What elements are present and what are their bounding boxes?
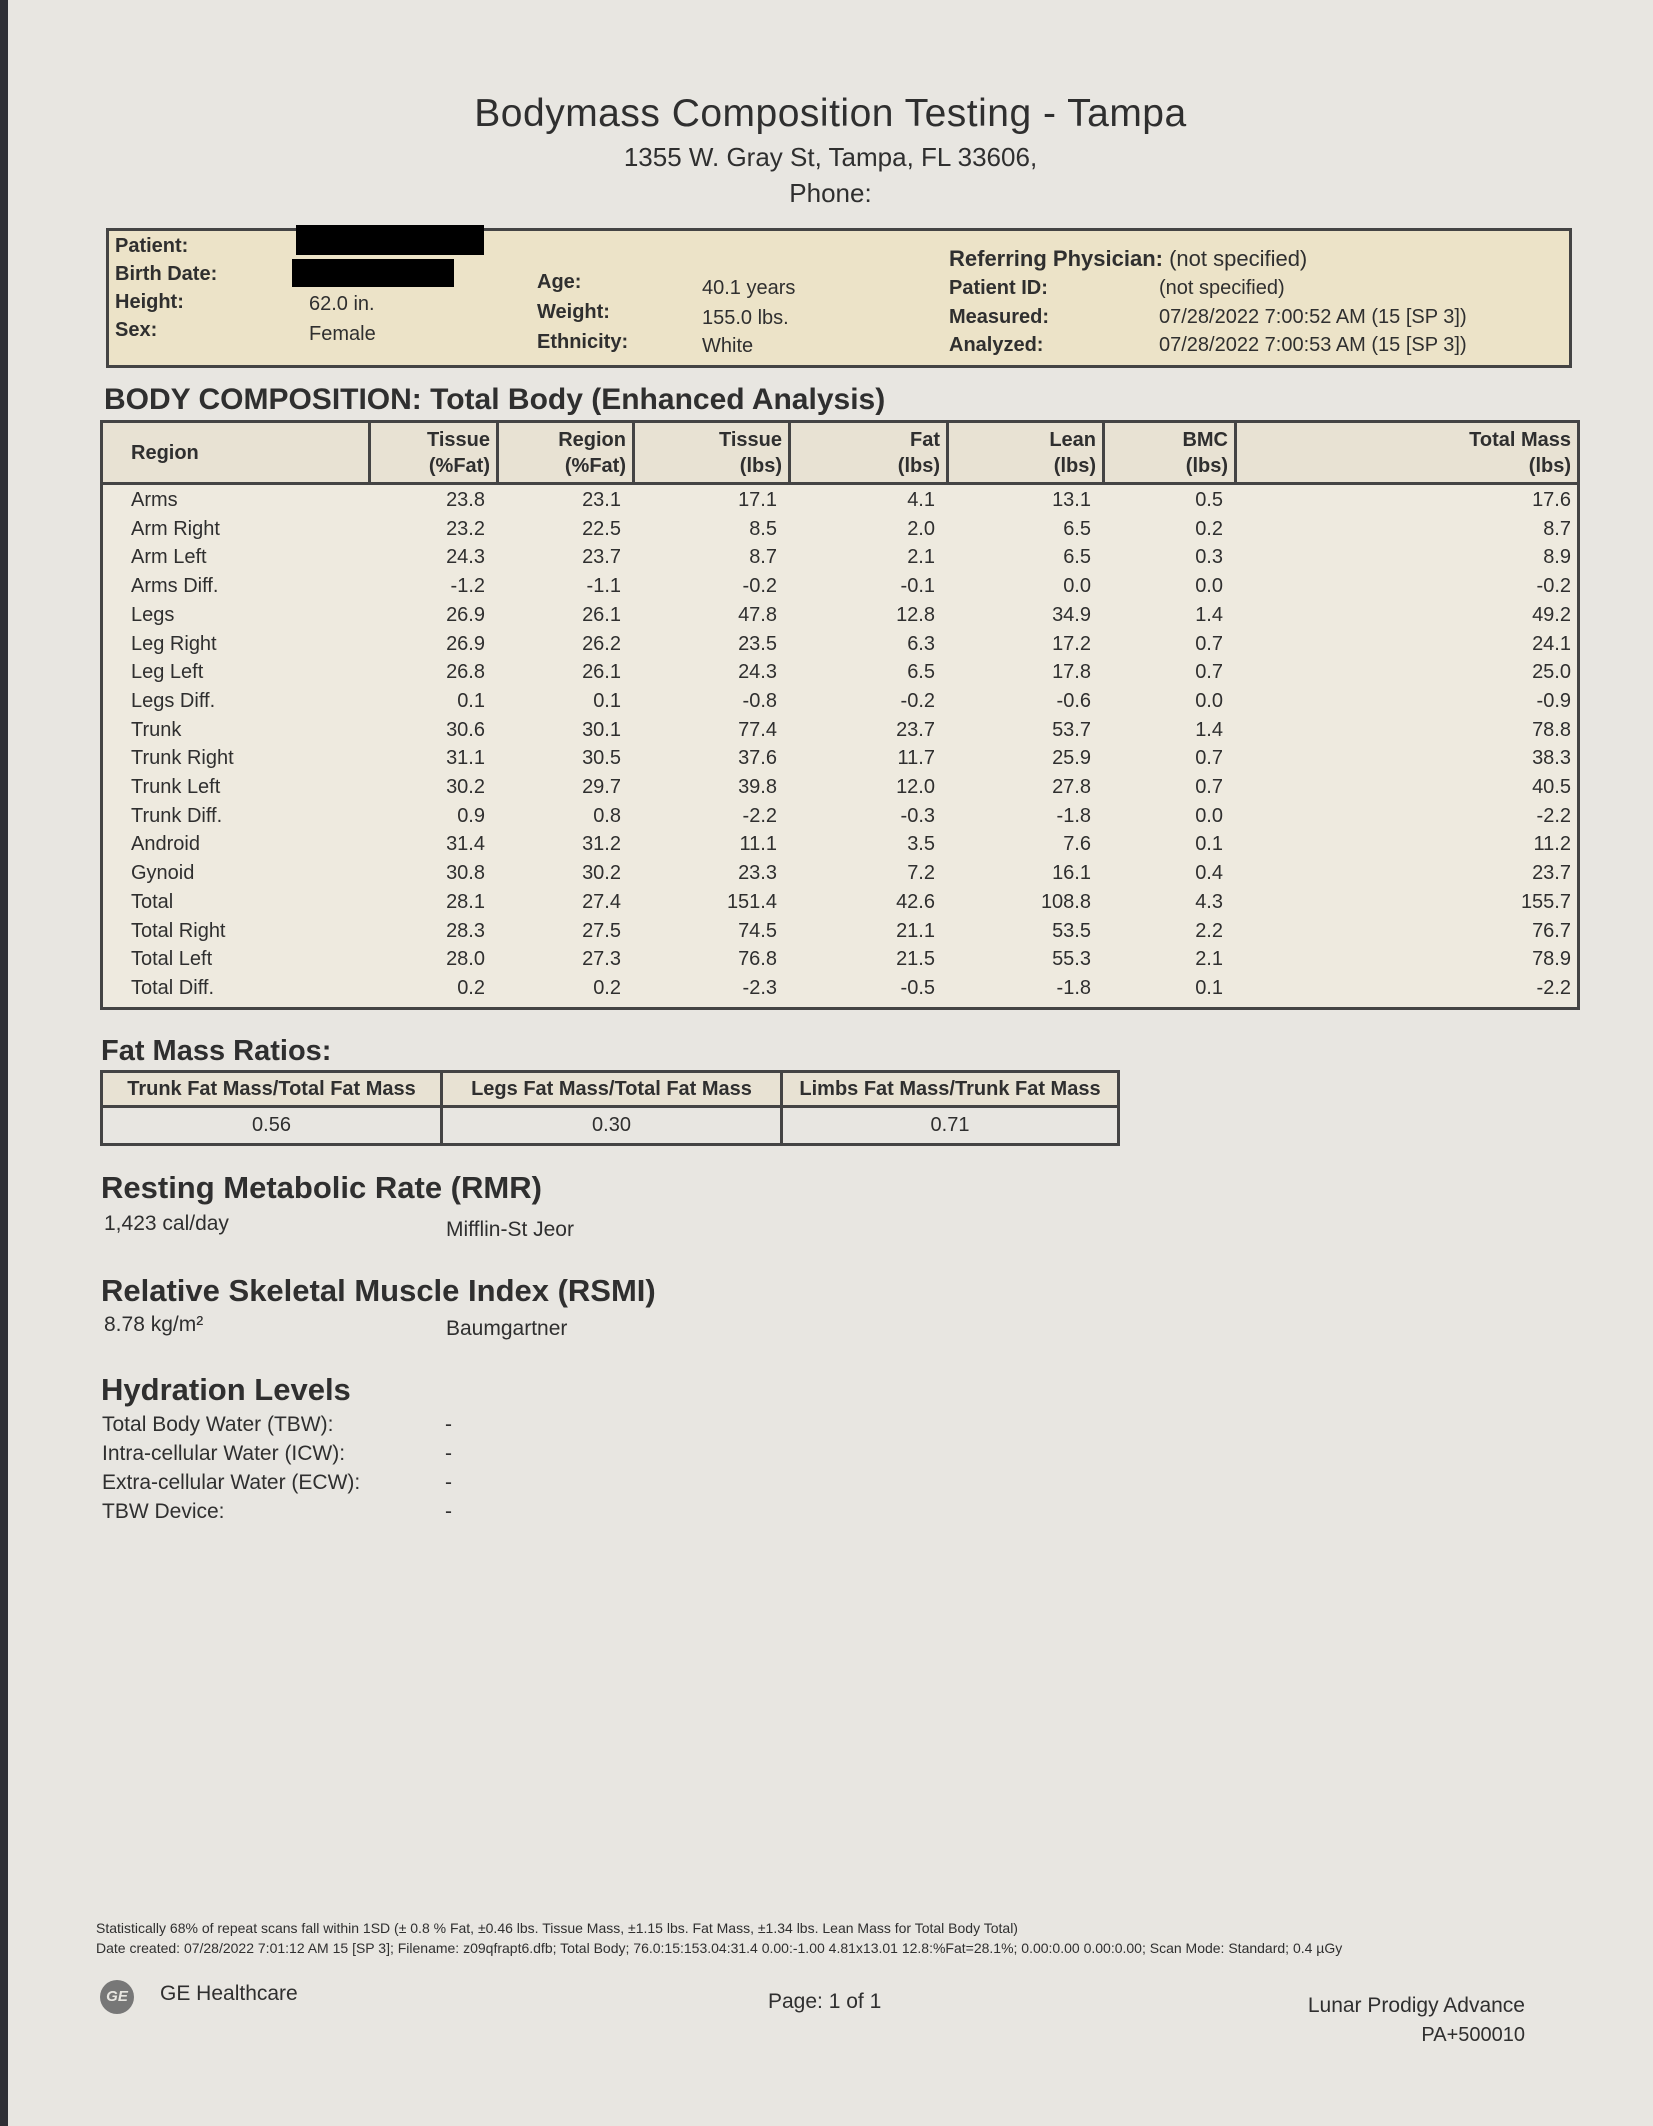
table-cell: 2.0	[907, 517, 935, 540]
fmr-label: Limbs Fat Mass/Trunk Fat Mass	[783, 1073, 1117, 1108]
table-cell: 30.6	[446, 718, 485, 741]
table-cell: -0.3	[900, 804, 935, 827]
region-name: Total Diff.	[131, 976, 214, 999]
icw-value: -	[445, 1442, 452, 1465]
table-cell: 25.9	[1052, 747, 1091, 770]
table-cell: 4.1	[907, 489, 935, 511]
fmr-label: Legs Fat Mass/Total Fat Mass	[443, 1073, 780, 1108]
table-cell: 0.3	[1195, 546, 1223, 569]
table-cell: 30.8	[446, 862, 485, 885]
rmr-title: Resting Metabolic Rate (RMR)	[101, 1170, 542, 1205]
body-composition-title: BODY COMPOSITION: Total Body (Enhanced Analysis)	[104, 383, 886, 416]
table-cell: 40.5	[1532, 776, 1571, 798]
table-cell: 12.0	[896, 776, 935, 798]
fmr-label: Trunk Fat Mass/Total Fat Mass	[103, 1073, 440, 1108]
table-cell: 38.3	[1532, 747, 1571, 770]
table-cell: -1.8	[1056, 976, 1091, 999]
column-header-line2: (lbs)	[1053, 455, 1096, 477]
measured-label: Measured:	[949, 306, 1050, 328]
column-header-line1: Tissue	[427, 429, 490, 451]
height-value: 62.0 in.	[309, 293, 375, 315]
table-cell: 27.3	[582, 948, 621, 971]
date-created-note: Date created: 07/28/2022 7:01:12 AM 15 [SP 3]; Filename: z09qfrapt6.dfb; Total Body; 76.0:15:153.04:31.4 0.00:-1.00 4.81x13.01 12.8:%Fat=28.1%; 0.00:0.00 0.00:0.00; Scan Mode: Standard; 0.4 µGy	[96, 1940, 1343, 1956]
referring-physician	[949, 246, 1307, 272]
region-name: Legs	[131, 603, 175, 626]
page-number: Page: 1 of 1	[768, 1990, 882, 2013]
table-cell: 17.1	[738, 489, 777, 511]
table-cell: -1.8	[1056, 804, 1091, 827]
ethnicity-label: Ethnicity:	[537, 331, 629, 353]
table-cell: 11.2	[1533, 833, 1571, 856]
table-cell: 155.7	[1520, 890, 1571, 913]
table-cell: 26.1	[582, 603, 621, 626]
birth-date-label: Birth Date:	[115, 263, 218, 285]
rmr-value: 1,423 cal/day	[104, 1212, 229, 1235]
region-name: Leg Left	[131, 661, 204, 684]
region-name: Total Left	[131, 948, 213, 971]
region-name: Total Right	[131, 919, 226, 942]
column-header-line1: Fat	[910, 429, 940, 451]
rsmi-title: Relative Skeletal Muscle Index (RSMI)	[101, 1273, 656, 1308]
table-cell: 108.8	[1040, 890, 1091, 913]
clinic-title: Bodymass Composition Testing - Tampa	[474, 92, 1187, 135]
hydration-title: Hydration Levels	[101, 1372, 351, 1407]
table-cell: 13.1	[1052, 489, 1091, 511]
table-cell: -2.2	[1536, 804, 1571, 827]
table-cell: 17.2	[1052, 632, 1091, 655]
report-page	[8, 0, 1653, 2126]
sex-value: Female	[309, 323, 376, 345]
table-cell: 12.8	[896, 603, 935, 626]
fmr-value: 0.71	[930, 1114, 970, 1136]
table-cell: 26.9	[446, 632, 485, 655]
table-cell: 78.8	[1532, 718, 1571, 741]
column-header	[103, 423, 371, 485]
rsmi-method: Baumgartner	[446, 1317, 568, 1340]
region-name: Arms Diff.	[131, 575, 219, 598]
column-header	[635, 423, 791, 485]
table-cell: 11.7	[897, 747, 935, 770]
table-cell: 22.5	[582, 517, 621, 540]
table-cell: 49.2	[1532, 603, 1571, 626]
table-cell: 31.4	[446, 833, 485, 856]
analyzed-label: Analyzed:	[949, 334, 1044, 356]
column-header-line2: (lbs)	[1185, 455, 1228, 477]
table-cell: 28.1	[446, 890, 485, 913]
table-cell: 0.1	[1195, 976, 1223, 999]
patient-label: Patient:	[115, 235, 189, 257]
table-cell: 0.7	[1195, 661, 1223, 684]
table-cell: 16.1	[1052, 862, 1091, 885]
table-cell: 3.5	[907, 833, 935, 856]
clinic-address: 1355 W. Gray St, Tampa, FL 33606,	[623, 142, 1038, 172]
table-cell: -0.9	[1536, 689, 1571, 712]
table-cell: 26.8	[446, 661, 485, 684]
referring-physician-label: Referring Physician:	[949, 246, 1163, 271]
table-cell: 8.5	[749, 517, 777, 540]
table-cell: 24.1	[1532, 632, 1571, 655]
redacted-birth-date	[292, 259, 454, 287]
table-cell: 28.3	[446, 919, 485, 942]
fmr-trunk-total	[103, 1073, 443, 1143]
table-cell: 37.6	[738, 747, 777, 770]
table-cell: 27.5	[582, 919, 621, 942]
patient-id-value: (not specified)	[1159, 277, 1285, 299]
table-cell: 0.7	[1195, 632, 1223, 655]
column-header-line2: (%Fat)	[428, 455, 490, 477]
region-name: Gynoid	[131, 862, 195, 885]
table-cell: 23.1	[582, 489, 621, 511]
table-cell: 76.7	[1532, 919, 1571, 942]
region-name: Arm Left	[131, 546, 207, 569]
table-cell: 77.4	[738, 718, 777, 741]
table-cell: 26.9	[446, 603, 485, 626]
table-cell: 27.4	[582, 890, 621, 913]
table-cell: 0.2	[593, 976, 621, 999]
table-cell: 0.2	[457, 976, 485, 999]
table-cell: 31.2	[582, 833, 621, 856]
region-name: Trunk	[131, 718, 182, 741]
measured-value: 07/28/2022 7:00:52 AM (15 [SP 3])	[1159, 306, 1467, 328]
table-cell: -1.2	[450, 575, 485, 598]
column-header-line1: Total Mass	[1469, 429, 1571, 451]
table-cell: 78.9	[1532, 948, 1571, 971]
table-cell: 76.8	[738, 948, 777, 971]
redacted-patient-name	[296, 225, 484, 255]
icw-label: Intra-cellular Water (ICW):	[102, 1442, 346, 1465]
table-cell: 0.0	[1063, 575, 1091, 598]
region-name: Leg Right	[131, 632, 217, 655]
fat-mass-ratios-table	[100, 1070, 1120, 1146]
region-name: Arms	[131, 489, 178, 511]
tbw-label: Total Body Water (TBW):	[102, 1413, 334, 1436]
table-cell: 26.1	[582, 661, 621, 684]
tbw-value: -	[445, 1413, 452, 1436]
table-cell: 151.4	[726, 890, 777, 913]
tbw-device-value: -	[445, 1500, 452, 1523]
table-cell: -0.1	[900, 575, 935, 598]
table-cell: 0.9	[457, 804, 485, 827]
table-cell: -2.3	[742, 976, 777, 999]
table-cell: 42.6	[896, 890, 935, 913]
column-header	[499, 423, 635, 485]
table-cell: 2.1	[1195, 948, 1223, 971]
table-cell: 7.6	[1063, 833, 1091, 856]
table-cell: 74.5	[738, 919, 777, 942]
column-header	[1237, 423, 1577, 485]
table-cell: 0.0	[1195, 804, 1223, 827]
region-name: Total	[131, 890, 174, 913]
table-cell: 24.3	[738, 661, 777, 684]
column-header-line1: Tissue	[719, 429, 782, 451]
table-cell: 23.5	[738, 632, 777, 655]
table-cell: 6.5	[1063, 546, 1091, 569]
tbw-device-label: TBW Device:	[102, 1500, 225, 1523]
table-cell: 2.2	[1195, 919, 1223, 942]
company-name: GE Healthcare	[160, 1982, 298, 2005]
fmr-value: 0.30	[592, 1114, 631, 1136]
fmr-limbs-trunk	[783, 1073, 1117, 1143]
table-cell: 31.1	[446, 747, 485, 770]
column-header-line1: Region	[558, 429, 626, 451]
body-composition-table	[100, 420, 1580, 1010]
ethnicity-value: White	[702, 335, 754, 357]
column-header	[949, 423, 1105, 485]
column-header-line2: (lbs)	[739, 455, 782, 477]
table-cell: -0.2	[1536, 575, 1571, 598]
table-cell: -2.2	[742, 804, 777, 827]
table-cell: 0.2	[1195, 517, 1223, 540]
clinic-phone-label: Phone:	[789, 178, 872, 208]
table-cell: 11.1	[739, 833, 777, 856]
device-name: Lunar Prodigy Advance	[1307, 1994, 1525, 2017]
table-cell: 8.7	[749, 546, 777, 569]
table-cell: 6.5	[907, 661, 935, 684]
table-cell: 28.0	[446, 948, 485, 971]
fmr-value: 0.56	[252, 1114, 291, 1136]
table-cell: 0.5	[1195, 489, 1223, 511]
column-header-line1: Lean	[1049, 429, 1096, 451]
rsmi-value: 8.78 kg/m²	[104, 1313, 204, 1336]
fat-mass-ratios-title: Fat Mass Ratios:	[101, 1035, 332, 1067]
table-cell: 0.0	[1195, 689, 1223, 712]
table-cell: 34.9	[1052, 603, 1091, 626]
table-cell: 53.5	[1052, 919, 1091, 942]
weight-value: 155.0 lbs.	[702, 307, 789, 329]
table-cell: -0.2	[742, 575, 777, 598]
rmr-method: Mifflin-St Jeor	[446, 1218, 574, 1241]
analyzed-value: 07/28/2022 7:00:53 AM (15 [SP 3])	[1159, 334, 1467, 356]
ecw-label: Extra-cellular Water (ECW):	[102, 1471, 361, 1494]
age-value: 40.1 years	[702, 277, 796, 299]
statistical-note: Statistically 68% of repeat scans fall within 1SD (± 0.8 % Fat, ±0.46 lbs. Tissue Mass, ±1.15 lbs. Fat Mass, ±1.34 lbs. Lean Mass for Total Body Total)	[96, 1920, 1018, 1936]
height-label: Height:	[115, 291, 184, 313]
table-cell: 0.8	[593, 804, 621, 827]
table-cell: -1.1	[586, 575, 621, 598]
table-cell: 30.2	[582, 862, 621, 885]
table-cell: 39.8	[738, 776, 777, 798]
region-name: Trunk Diff.	[131, 804, 223, 827]
table-cell: 21.1	[896, 919, 935, 942]
table-cell: 8.9	[1543, 546, 1571, 569]
table-cell: 55.3	[1052, 948, 1091, 971]
age-label: Age:	[537, 271, 582, 293]
table-cell: 1.4	[1195, 603, 1223, 626]
table-cell: 0.0	[1195, 575, 1223, 598]
device-serial: PA+500010	[1421, 2024, 1525, 2046]
table-cell: 23.7	[896, 718, 935, 741]
table-cell: 23.7	[582, 546, 621, 569]
table-cell: 0.1	[593, 689, 621, 712]
ge-logo-icon: GE	[100, 1980, 134, 2014]
table-cell: -2.2	[1536, 976, 1571, 999]
column-header-line1: Region	[131, 442, 199, 464]
table-cell: 0.7	[1195, 776, 1223, 798]
column-header	[791, 423, 949, 485]
table-cell: 24.3	[446, 546, 485, 569]
table-cell: 23.8	[446, 489, 485, 511]
patient-id-label: Patient ID:	[949, 277, 1048, 299]
table-cell: 0.7	[1195, 747, 1223, 770]
table-cell: 23.2	[446, 517, 485, 540]
column-header-line1: BMC	[1182, 429, 1228, 451]
column-header-line2: (lbs)	[897, 455, 940, 477]
ecw-value: -	[445, 1471, 452, 1494]
table-cell: 21.5	[896, 948, 935, 971]
region-name: Trunk Right	[131, 747, 234, 770]
column-header	[371, 423, 499, 485]
table-cell: 30.1	[582, 718, 621, 741]
column-header	[1105, 423, 1237, 485]
table-cell: 25.0	[1532, 661, 1571, 684]
table-cell: 30.2	[446, 776, 485, 798]
table-cell: 6.3	[907, 632, 935, 655]
weight-label: Weight:	[537, 301, 610, 323]
table-cell: 4.3	[1195, 890, 1223, 913]
table-cell: 8.7	[1543, 517, 1571, 540]
sex-label: Sex:	[115, 319, 158, 341]
table-cell: 2.1	[907, 546, 935, 569]
region-name: Trunk Left	[131, 776, 221, 798]
table-cell: 17.8	[1052, 661, 1091, 684]
table-cell: 0.1	[457, 689, 485, 712]
region-name: Arm Right	[131, 517, 220, 540]
table-cell: 0.1	[1195, 833, 1223, 856]
table-cell: -0.2	[900, 689, 935, 712]
table-cell: 53.7	[1052, 718, 1091, 741]
table-cell: 26.2	[582, 632, 621, 655]
table-cell: 29.7	[582, 776, 621, 798]
table-cell: -0.5	[900, 976, 935, 999]
table-cell: 23.7	[1532, 862, 1571, 885]
fmr-legs-total	[443, 1073, 783, 1143]
table-cell: 7.2	[907, 862, 935, 885]
column-header-line2: (%Fat)	[564, 455, 626, 477]
table-cell: 6.5	[1063, 517, 1091, 540]
table-cell: 1.4	[1195, 718, 1223, 741]
region-name: Legs Diff.	[131, 689, 216, 712]
table-cell: 17.6	[1532, 489, 1571, 511]
table-cell: -0.6	[1056, 689, 1091, 712]
column-header-line2: (lbs)	[1528, 455, 1571, 477]
referring-physician-value: (not specified)	[1169, 246, 1308, 271]
table-cell: 0.4	[1195, 862, 1223, 885]
table-cell: 27.8	[1052, 776, 1091, 798]
table-cell: 47.8	[738, 603, 777, 626]
region-name: Android	[131, 833, 200, 856]
patient-info-box	[106, 228, 1572, 368]
table-cell: -0.8	[742, 689, 777, 712]
table-cell: 30.5	[582, 747, 621, 770]
table-cell: 23.3	[738, 862, 777, 885]
